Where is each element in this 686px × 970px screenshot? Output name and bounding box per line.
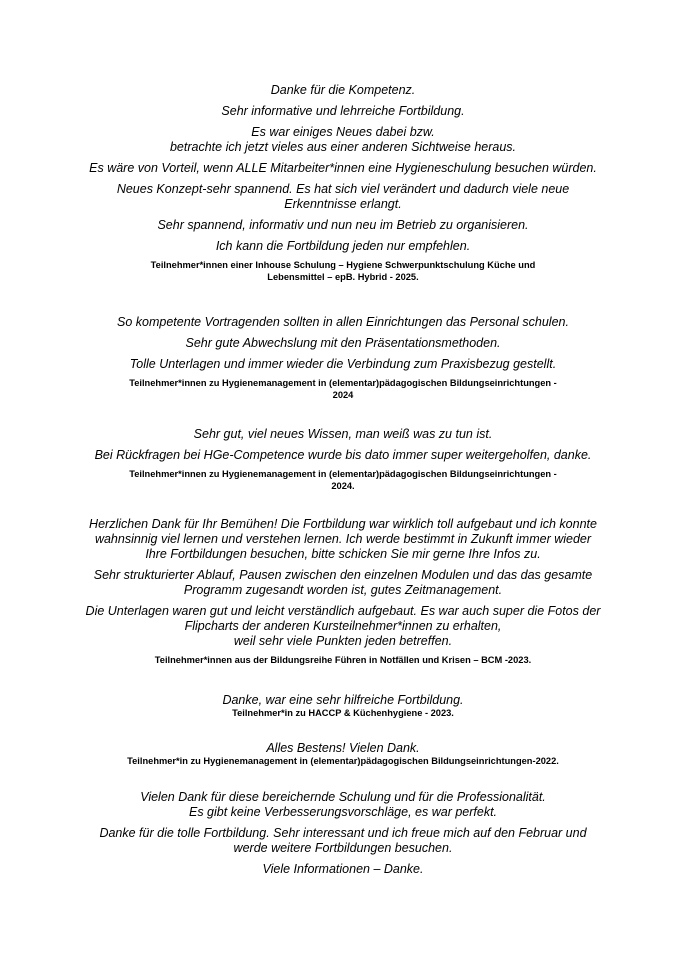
quote: Alles Bestens! Vielen Dank. xyxy=(266,741,420,755)
quote: Sehr gut, viel neues Wissen, man weiß was zu tun ist. xyxy=(193,427,493,441)
quote: Viele Informationen – Danke. xyxy=(262,862,424,876)
testimonial-group-2024-a xyxy=(60,315,626,401)
quote: Neues Konzept-sehr spannend. Es hat sich viel verändert und dadurch viele neue Erkenntnisse erlangt. xyxy=(116,182,570,211)
quote: Es wäre von Vorteil, wenn ALLE Mitarbeiter*innen eine Hygieneschulung besuchen würden. xyxy=(89,161,597,175)
source-attribution: Teilnehmer*in zu HACCP & Küchenhygiene - 2023. xyxy=(232,708,454,718)
testimonial-group-2023-haccp xyxy=(60,693,626,720)
source-attribution: Teilnehmer*in zu Hygienemanagement in (elementar)pädagogischen Bildungseinrichtungen-2022. xyxy=(127,756,559,766)
quote: Danke, war eine sehr hilfreiche Fortbildung. xyxy=(222,693,464,707)
source-attribution: Teilnehmer*innen zu Hygienemanagement in (elementar)pädagogischen Bildungseinrichtungen - 2024 xyxy=(129,378,557,400)
testimonial-group-2024-b xyxy=(60,427,626,492)
quote: Sehr gute Abwechslung mit den Präsentationsmethoden. xyxy=(185,336,501,350)
quote: Es war einiges Neues dabei bzw. betrachte ich jetzt vieles aus einer anderen Sichtweise heraus. xyxy=(169,125,517,154)
quote: Tolle Unterlagen und immer wieder die Verbindung zum Praxisbezug gestellt. xyxy=(129,357,557,371)
testimonial-group-2022 xyxy=(60,741,626,768)
source-attribution: Teilnehmer*innen einer Inhouse Schulung – Hygiene Schwerpunktschulung Küche und Lebensmittel – epB. Hybrid - 2025. xyxy=(150,260,536,282)
quote: Sehr strukturierter Ablauf, Pausen zwischen den einzelnen Modulen und das das gesamte Programm zugesandt worden ist, gutes Zeitmanagement. xyxy=(93,568,593,597)
quote: Danke für die Kompetenz. xyxy=(270,83,416,97)
quote: Danke für die tolle Fortbildung. Sehr interessant und ich freue mich auf den Februar und werde weitere Fortbildungen besuchen. xyxy=(99,826,587,855)
testimonial-group-misc xyxy=(60,790,626,883)
quote: Vielen Dank für diese bereichernde Schulung und für die Professionalität. Es gibt keine Verbesserungsvorschläge, es war perfekt. xyxy=(140,790,546,819)
quote: Herzlichen Dank für Ihr Bemühen! Die Fortbildung war wirklich toll aufgebaut und ich konnte wahnsinnig viel lernen und verstehen lernen. Ich werde bestimmt in Zukunft immer wieder Ihre Fortbildungen besuchen, bitte schicken Sie mir gerne Ihre Infos zu. xyxy=(89,517,597,561)
testimonial-group-2025-inhouse xyxy=(60,83,626,283)
source-attribution: Teilnehmer*innen aus der Bildungsreihe Führen in Notfällen und Krisen – BCM -2023. xyxy=(154,655,532,665)
quote: Sehr spannend, informativ und nun neu im Betrieb zu organisieren. xyxy=(157,218,529,232)
testimonial-group-2023-bcm xyxy=(60,517,626,667)
quote: So kompetente Vortragenden sollten in allen Einrichtungen das Personal schulen. xyxy=(117,315,569,329)
quote: Ich kann die Fortbildung jeden nur empfehlen. xyxy=(215,239,471,253)
quote: Die Unterlagen waren gut und leicht verständlich aufgebaut. Es war auch super die Fotos der Flipcharts der anderen Kursteilnehmer*innen zu erhalten, weil sehr viele Punkten jeden betreffen. xyxy=(85,604,601,648)
source-attribution: Teilnehmer*innen zu Hygienemanagement in (elementar)pädagogischen Bildungseinrichtungen - 2024. xyxy=(129,469,557,491)
quote: Sehr informative und lehrreiche Fortbildung. xyxy=(221,104,465,118)
quote: Bei Rückfragen bei HGe-Competence wurde bis dato immer super weitergeholfen, danke. xyxy=(94,448,592,462)
